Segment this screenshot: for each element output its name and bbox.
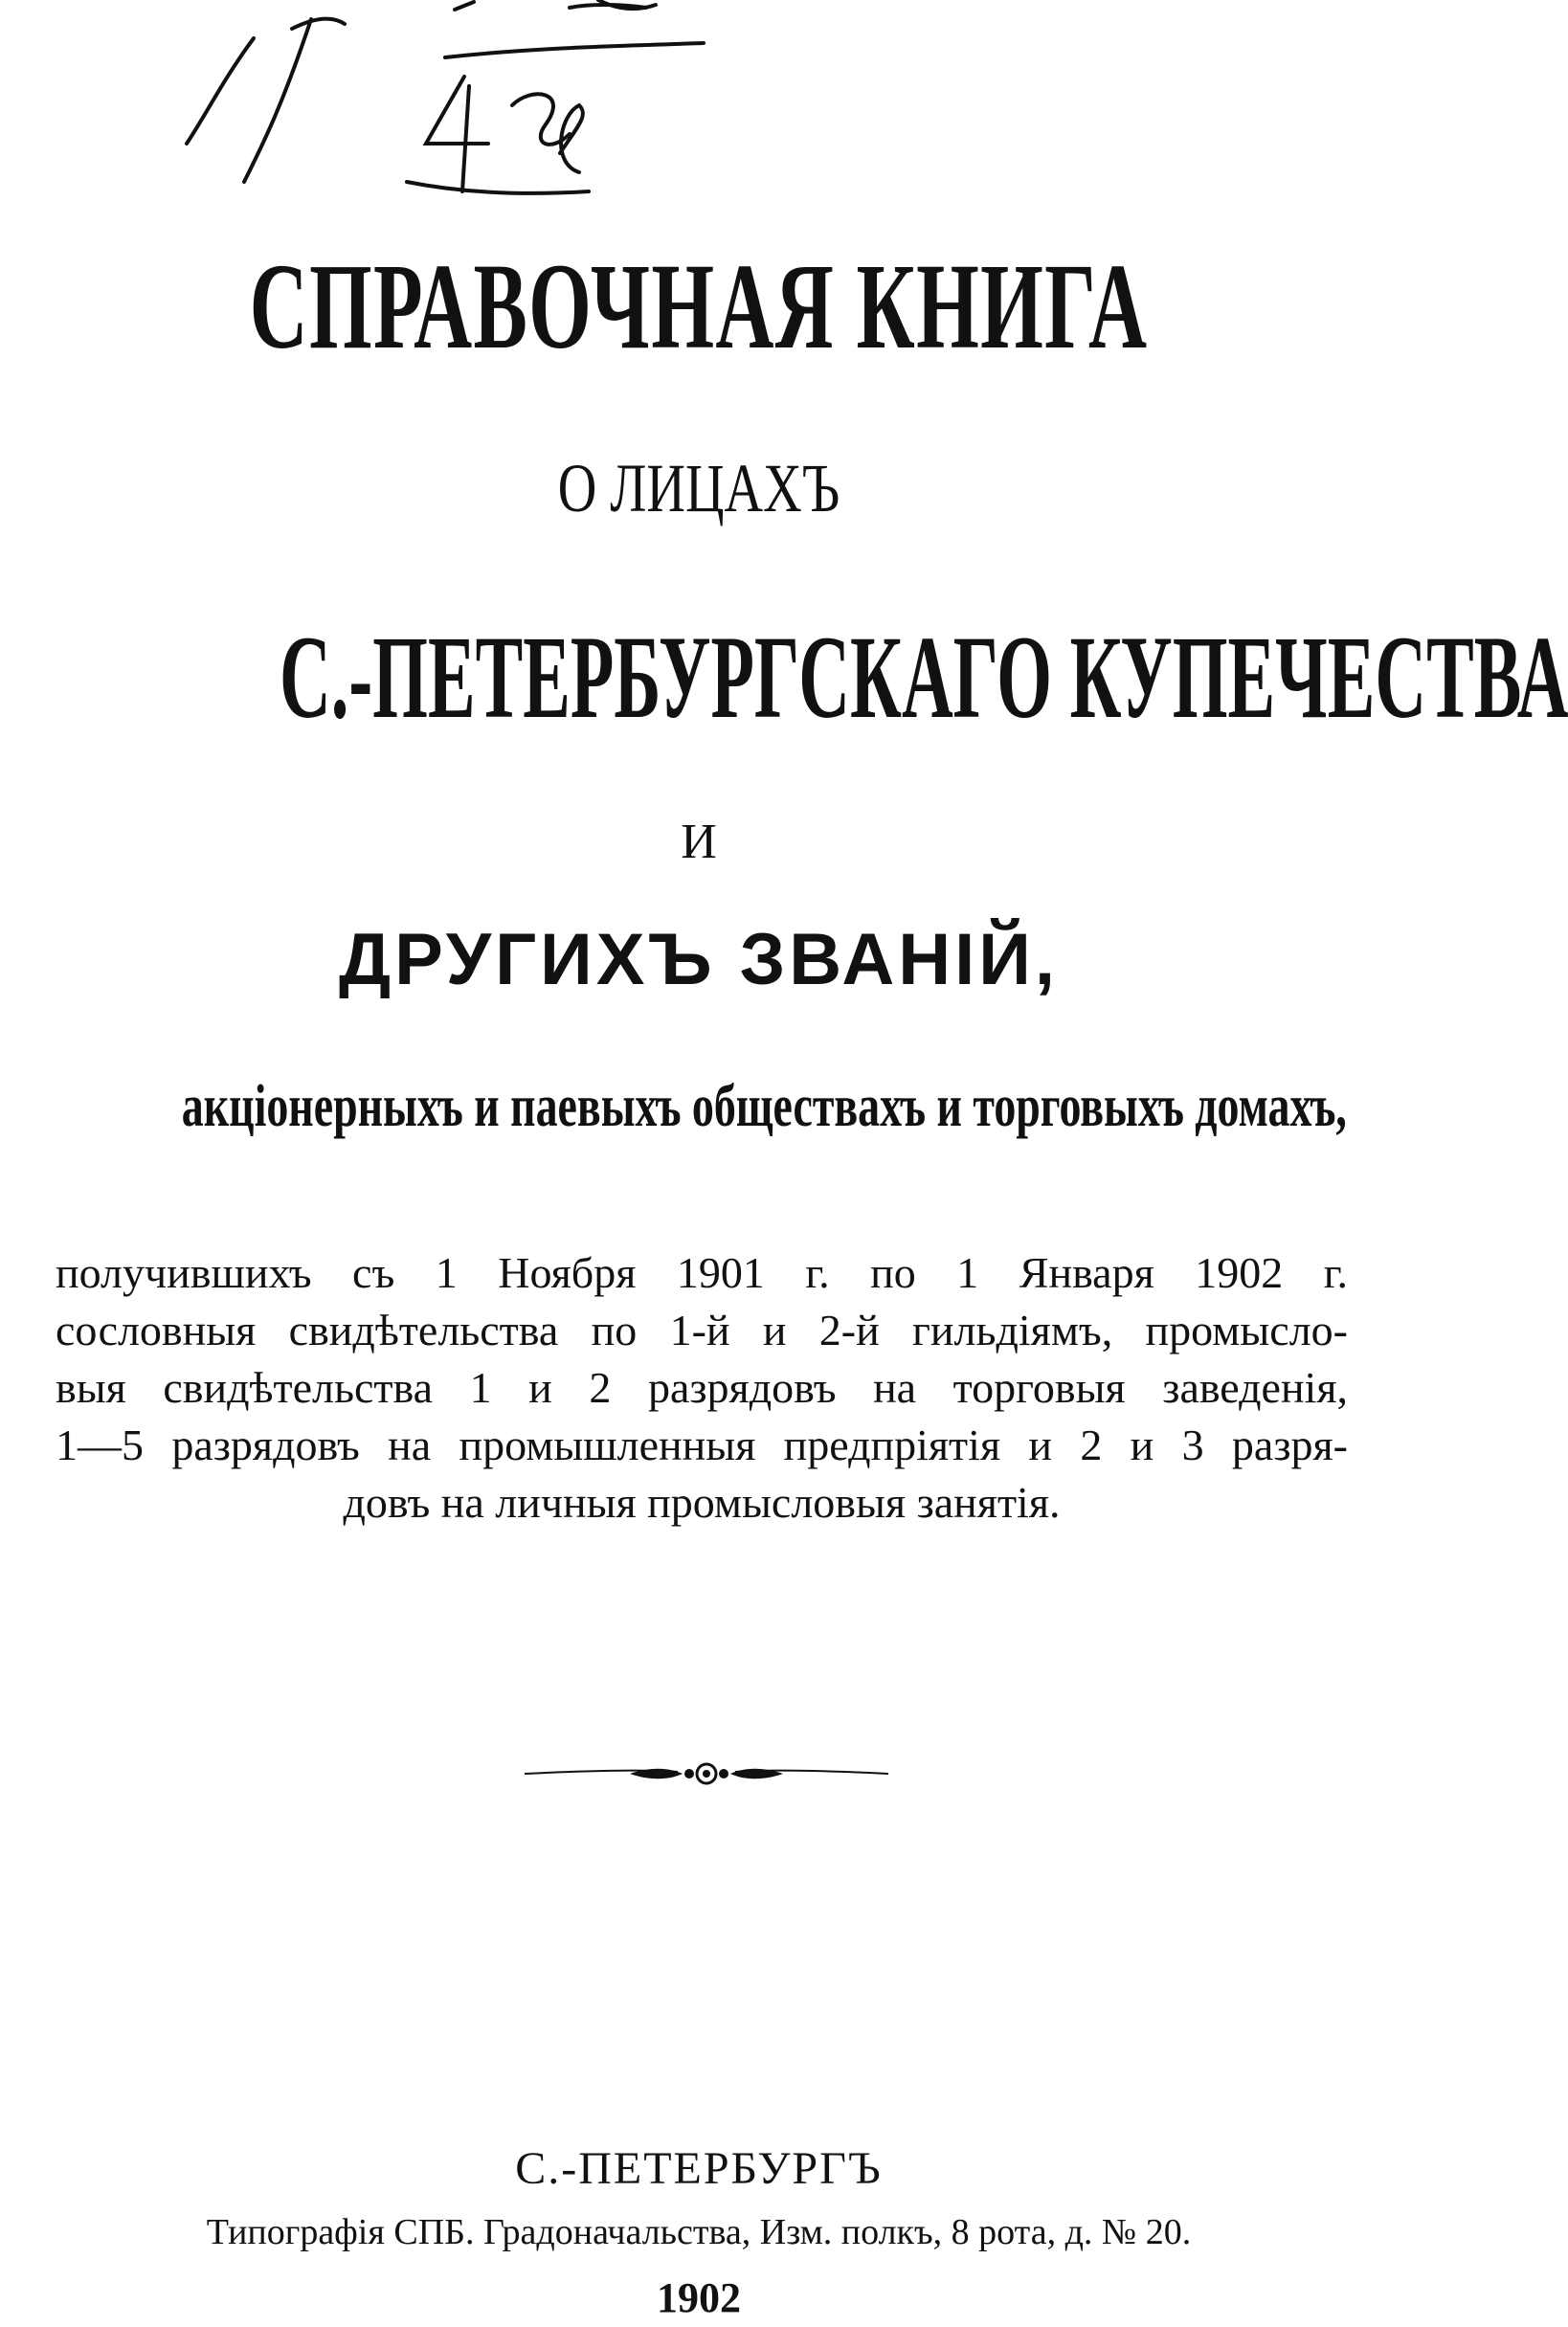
handwritten-inventory-mark bbox=[168, 0, 751, 220]
imprint-printer: Типографія СПБ. Градоначальства, Изм. полкъ, 8 рота, д. № 20. bbox=[206, 2212, 1192, 2252]
description-line: сословныя свидѣтельства по 1-й и 2-й гильдіямъ, промысло- bbox=[56, 1306, 1348, 1354]
imprint-city: С.-ПЕТЕРБУРГЪ bbox=[515, 2143, 883, 2194]
title-conjunction: И bbox=[681, 815, 717, 869]
title-about-line: О ЛИЦАХЪ bbox=[557, 450, 840, 526]
description-line: выя свидѣтельства 1 и 2 разрядовъ на торговыя заведенія, bbox=[56, 1363, 1348, 1412]
title-city-merchants: С.-ПЕТЕРБУРГСКАГО КУПЕЧЕСТВА bbox=[279, 612, 1568, 743]
description-paragraph bbox=[56, 1244, 1348, 1532]
description-line: довъ на личныя промысловыя занятія. bbox=[343, 1478, 1061, 1527]
title-societies: акціонерныхъ и паевыхъ обществахъ и торговыхъ домахъ, bbox=[181, 1074, 1347, 1139]
title-other-ranks: ДРУГИХЪ ЗВАНІЙ, bbox=[338, 919, 1060, 1000]
book-title: СПРАВОЧНАЯ КНИГА bbox=[249, 238, 1149, 374]
description-line: получившихъ съ 1 Ноября 1901 г. по 1 Января 1902 г. bbox=[56, 1248, 1348, 1297]
description-line: 1—5 разрядовъ на промышленныя предпріятія и 2 и 3 разря- bbox=[56, 1421, 1348, 1469]
imprint-year: 1902 bbox=[657, 2274, 741, 2321]
ornamental-divider bbox=[525, 1759, 888, 1788]
